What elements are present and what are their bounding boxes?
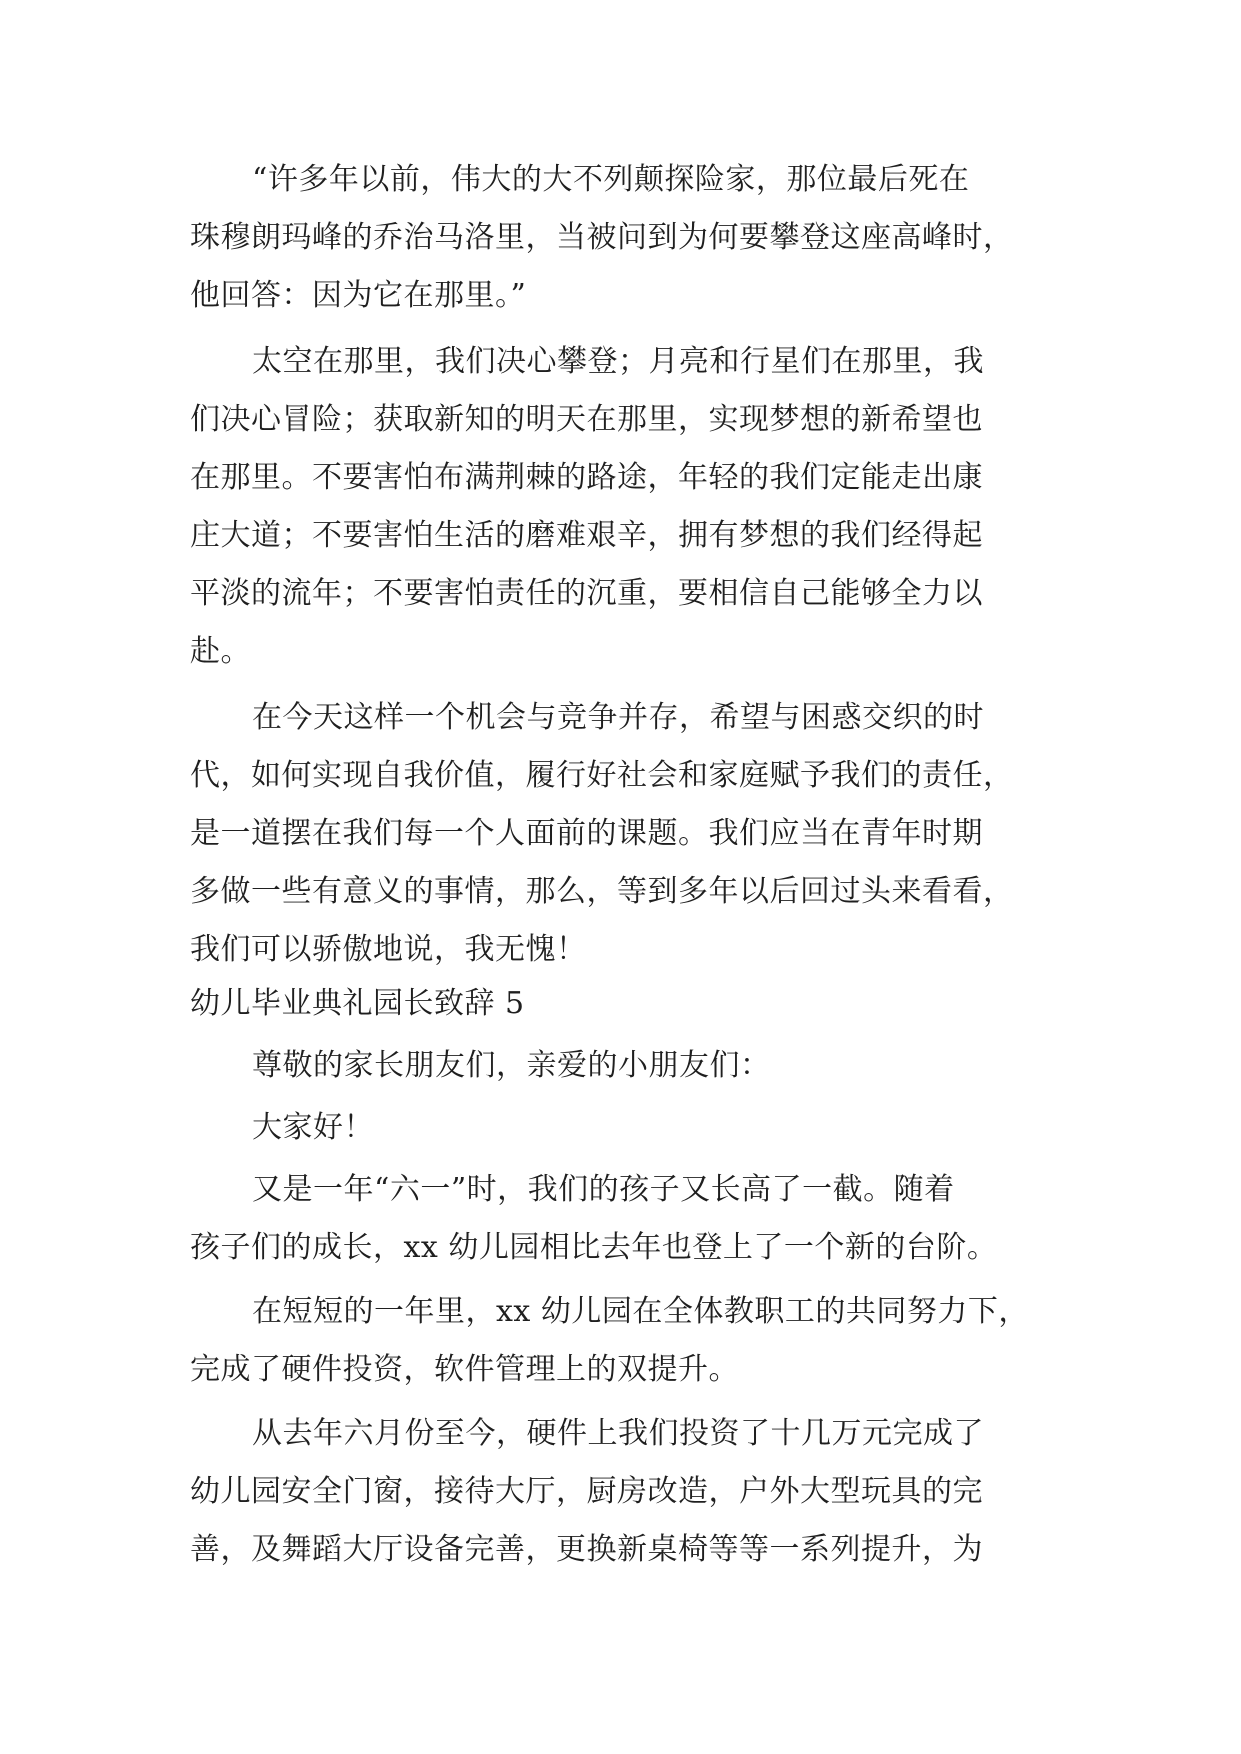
paragraph-line: 在那里。不要害怕布满荆棘的路途，年轻的我们定能走出康 <box>190 460 983 495</box>
paragraph-line: 多做一些有意义的事情，那么，等到多年以后回过头来看看， <box>190 874 1014 909</box>
paragraph-line: 太空在那里，我们决心攀登；月亮和行星们在那里，我 <box>252 344 984 379</box>
paragraph-line: 们决心冒险；获取新知的明天在那里，实现梦想的新希望也 <box>190 402 983 437</box>
greeting-line: 尊敬的家长朋友们，亲爱的小朋友们： <box>252 1048 771 1083</box>
greeting-line: 大家好！ <box>252 1110 374 1145</box>
paragraph-line: 又是一年“六一”时，我们的孩子又长高了一截。随着 <box>252 1172 955 1207</box>
paragraph-line: “许多年以前，伟大的大不列颠探险家，那位最后死在 <box>252 162 970 197</box>
paragraph-line: 我们可以骄傲地说，我无愧！ <box>190 932 587 967</box>
paragraph-line: 幼儿园安全门窗，接待大厅，厨房改造，户外大型玩具的完 <box>190 1474 983 1509</box>
section-title: 幼儿毕业典礼园长致辞 5 <box>190 986 525 1021</box>
paragraph-line: 庄大道；不要害怕生活的磨难艰辛，拥有梦想的我们经得起 <box>190 518 983 553</box>
paragraph-line: 孩子们的成长，xx 幼儿园相比去年也登上了一个新的台阶。 <box>190 1230 998 1265</box>
paragraph-line: 在今天这样一个机会与竞争并存，希望与困惑交织的时 <box>252 700 984 735</box>
paragraph-line: 代，如何实现自我价值，履行好社会和家庭赋予我们的责任， <box>190 758 1014 793</box>
paragraph-line: 在短短的一年里，xx 幼儿园在全体教职工的共同努力下， <box>252 1294 1029 1329</box>
paragraph-line: 他回答：因为它在那里。” <box>190 278 527 313</box>
paragraph-line: 善，及舞蹈大厅设备完善，更换新桌椅等等一系列提升，为 <box>190 1532 983 1567</box>
paragraph-line: 是一道摆在我们每一个人面前的课题。我们应当在青年时期 <box>190 816 983 851</box>
paragraph-line: 从去年六月份至今，硬件上我们投资了十几万元完成了 <box>252 1416 984 1451</box>
paragraph-line: 珠穆朗玛峰的乔治马洛里，当被问到为何要攀登这座高峰时， <box>190 220 1014 255</box>
paragraph-line: 赴。 <box>190 634 251 669</box>
paragraph-line: 平淡的流年；不要害怕责任的沉重，要相信自己能够全力以 <box>190 576 983 611</box>
paragraph-line: 完成了硬件投资，软件管理上的双提升。 <box>190 1352 739 1387</box>
